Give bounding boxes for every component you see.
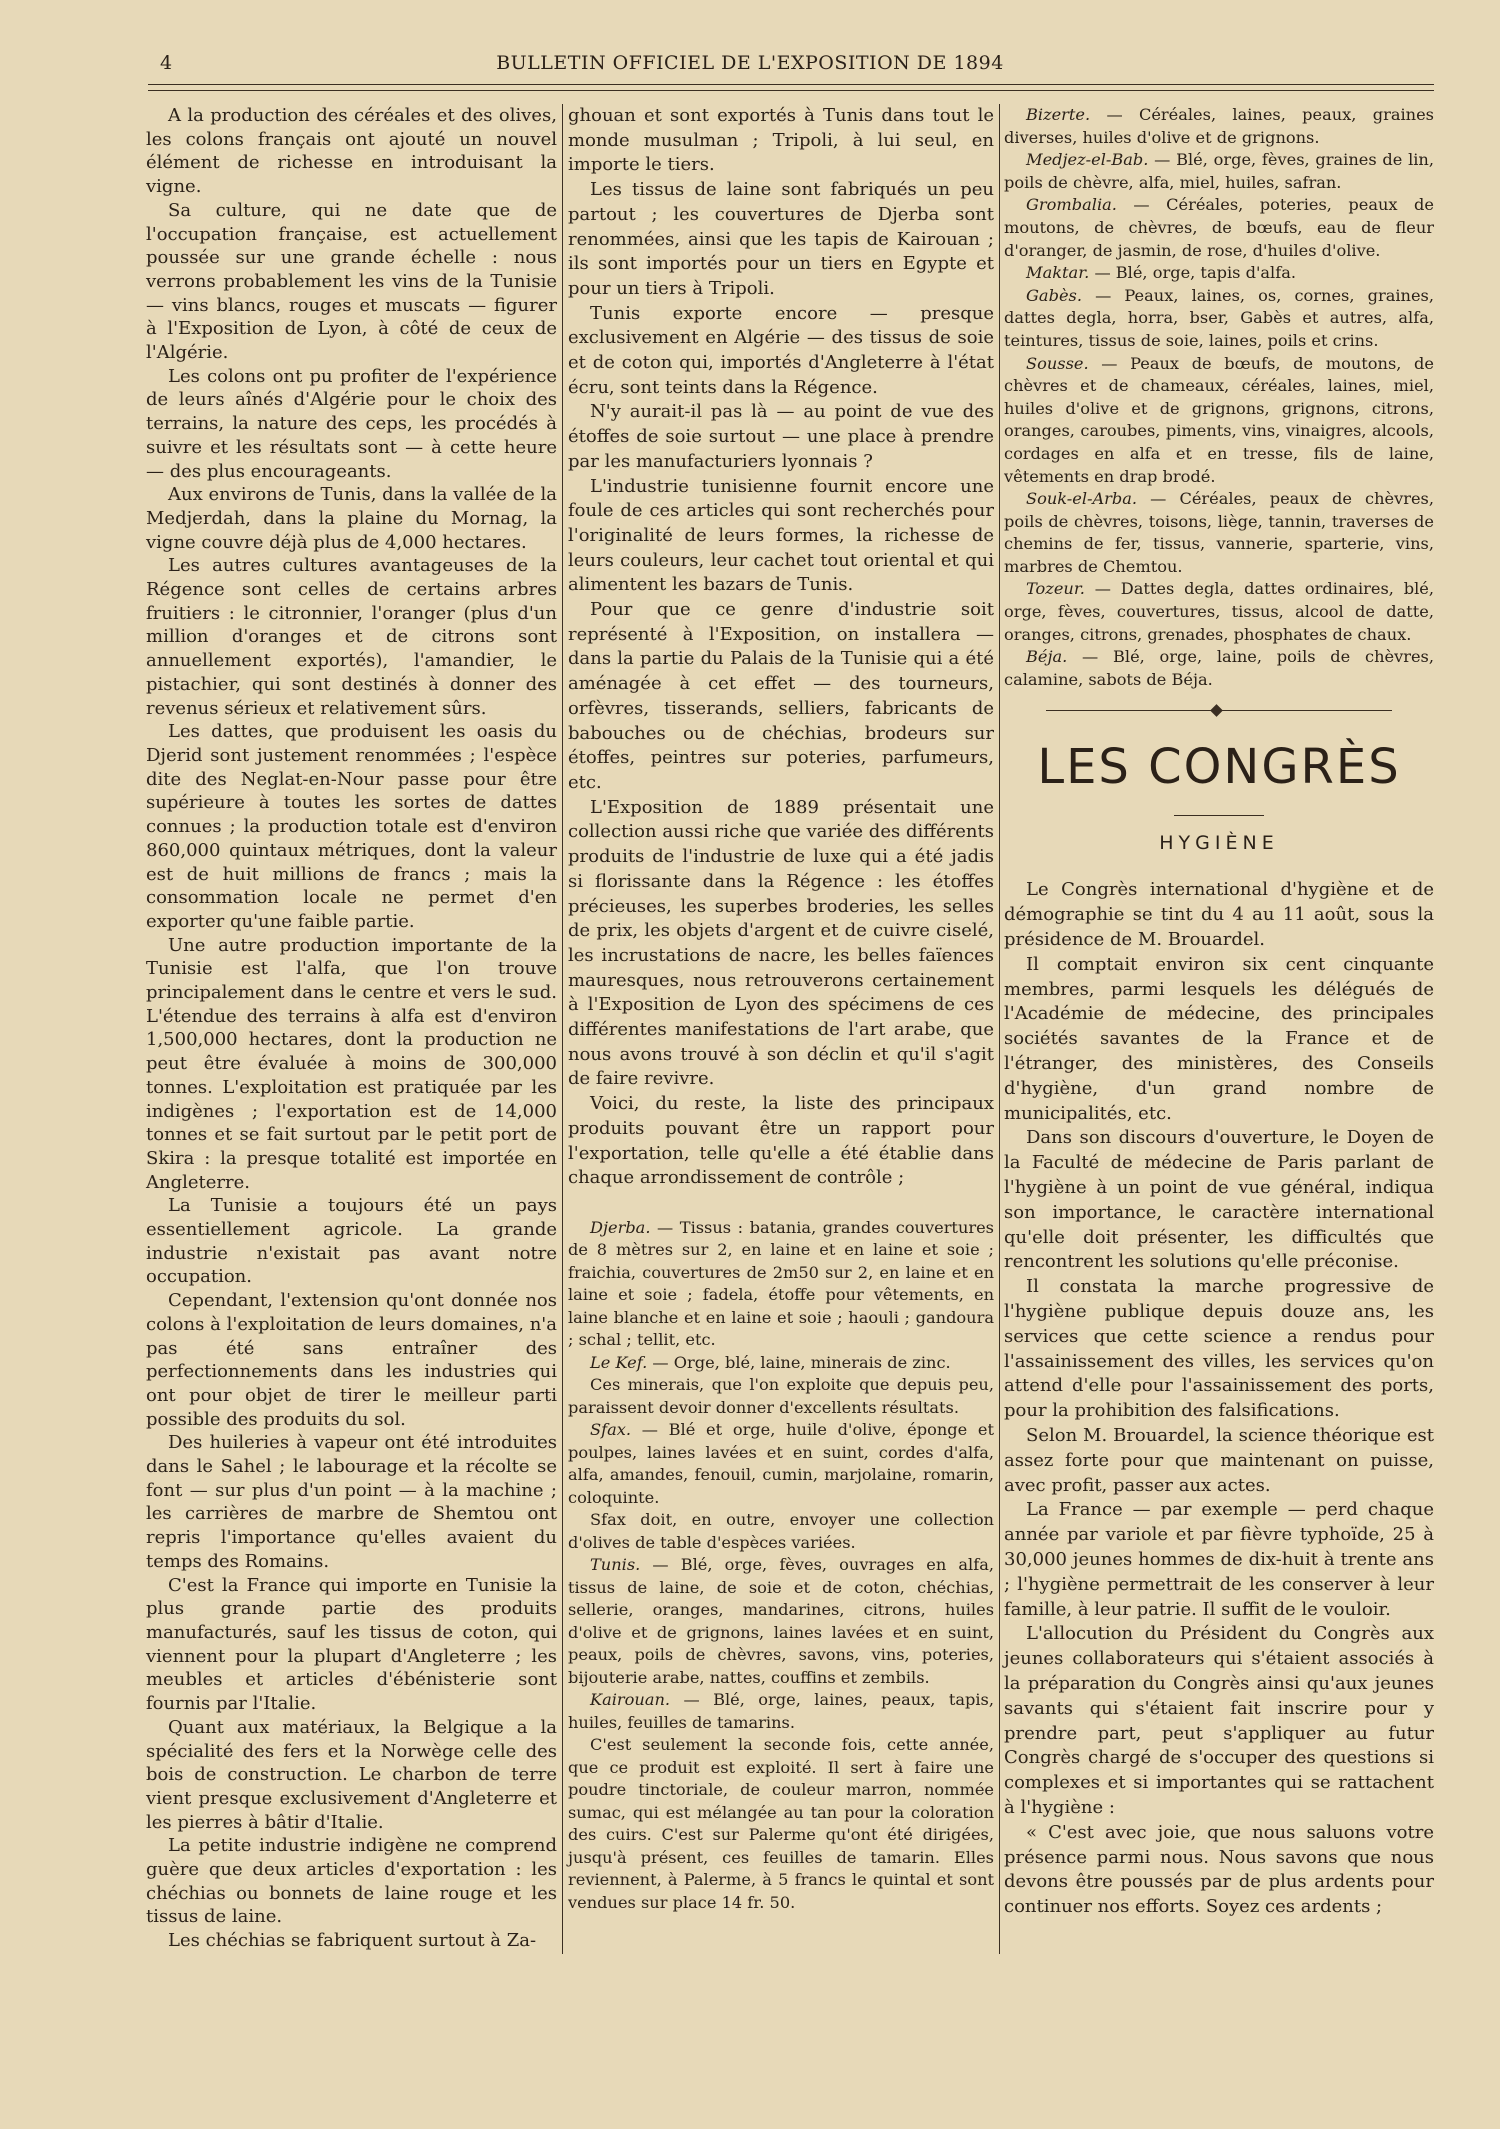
column-divider-2 [999, 104, 1000, 1954]
list-item [568, 1419, 994, 1509]
paragraph: Le Congrès international d'hygiène et de démographie se tint du 4 au 11 août, sous la présidence de M. Brouardel. [1004, 879, 1434, 951]
paragraph: Tunis exporte encore — presque exclusivement en Algérie — des tissus de soie et de coton qui, importés d'Angleterre à l'état écru, sont teints dans la Régence. [568, 302, 994, 398]
column-divider-1 [562, 104, 563, 1954]
paragraph: Il comptait environ six cent cinquante membres, parmi lesquels les délégués de l'Académie de médecine, des principales sociétés savantes de la France et de l'étranger, des ministères, des Conseils d'hygiène, d'un grand nombre de municipalités, etc. [1004, 953, 1434, 1124]
list-item-text: — Blé, orge, laine, poils de chèvres, calamine, sabots de Béja. [1004, 647, 1434, 689]
list-item [1004, 646, 1434, 691]
paragraph: L'industrie tunisienne fournit encore une foule de ces articles qui sont recherchés pour l'originalité de leurs formes, la richesse de leurs couleurs, leur cachet tout oriental et qui alimentent les bazars de Tunis. [568, 475, 994, 596]
list-item [1004, 578, 1434, 646]
place-name: Gabès. [1026, 285, 1082, 305]
place-name: Djerba. [590, 1217, 651, 1237]
paragraph: Aux environs de Tunis, dans la vallée de la Medjerdah, dans la plaine du Mornag, la vigne couvre déjà plus de 4,000 hectares. [146, 484, 557, 553]
list-item-text: — Tissus : batania, grandes couvertures de 8 mètres sur 2, en laine et en laine et soie ; fraichia, couvertures de 2m50 sur 2, en laine et en laine et soie ; fadela, étoffe pour vêtements, en laine blanche et en laine et soie ; haouli ; gandoura ; schal ; tellit, etc. [568, 1217, 994, 1350]
paragraph: Sa culture, qui ne date que de l'occupation française, est actuellement poussée sur une grande échelle : nous verrons probablement les vins de la Tunisie — vins blancs, rouges et muscats — figurer à l'Exposition de Lyon, à côté de ceux de l'Algérie. [146, 199, 557, 364]
paragraph: N'y aurait-il pas là — au point de vue des étoffes de soie surtout — une place à prendre par les manufacturiers lyonnais ? [568, 401, 994, 472]
place-name: Medjez-el-Bab. [1026, 150, 1149, 170]
list-item [568, 1352, 994, 1375]
paragraph: Voici, du reste, la liste des principaux produits pouvant être un rapport pour l'exportation, telle qu'elle a été établie dans chaque arrondissement de contrôle ; [568, 1093, 994, 1189]
list-item [1004, 285, 1434, 353]
list-item-text: C'est seulement la seconde fois, cette année, que ce produit est exploité. Il sert à faire une poudre tinctoriale, de couleur marron, nommée sumac, qui est mélangée au tan pour la coloration des cuirs. C'est sur Palerme qu'ont été dirigées, jusqu'à présent, ces feuilles de tamarin. Elles reviennent, à Palerme, à 5 francs le quintal et sont vendues sur place 14 fr. 50. [568, 1735, 994, 1912]
paragraph: Des huileries à vapeur ont été introduites dans le Sahel ; le labourage et la récolte se font — sur plus d'un point — à la machine ; les carrières de marbre de Shemtou ont repris l'importance qu'elles avaient du temps des Romains. [146, 1432, 557, 1572]
list-item [568, 1374, 994, 1419]
paragraph: Cependant, l'extension qu'ont donnée nos colons à l'exploitation de leurs domaines, n'a pas été sans entraîner des perfectionnements dans les industries qui ont pour objet de tirer le meilleur parti possible des produits du sol. [146, 1290, 557, 1430]
list-item [568, 1554, 994, 1689]
list-item [568, 1689, 994, 1734]
column-3 [1004, 104, 1434, 1920]
list-item-text: — Blé, orge, fèves, ouvrages en alfa, tissus de laine, de soie et de coton, chéchias, sellerie, oranges, mandarines, citrons, huiles d'olive et de grignons, laines lavées et en suint, peaux, poils de chèvres, savons, vins, poteries, bijouterie arabe, nattes, couffins et zembils. [568, 1555, 994, 1687]
column-1 [146, 104, 557, 1953]
list-item [568, 1734, 994, 1914]
paragraph: L'Exposition de 1889 présentait une collection aussi riche que variée des différents produits de l'industrie de luxe qui a été jadis si florissante dans la Régence : les étoffes précieuses, les superbes broderies, les selles de prix, les objets d'argent et de cuivre ciselé, les incrustations de nacre, les belles faïences mauresques, nous retrouverons certainement à l'Exposition de Lyon des spécimens de ces différentes manifestations de l'art arabe, que nous avons trouvé à son déclin et qu'il s'agit de faire revivre. [568, 796, 994, 1090]
paragraph: C'est la France qui importe en Tunisie la plus grande partie des produits manufacturés, sauf les tissus de coton, qui viennent pour la plupart d'Angleterre ; les meubles et articles d'ébénisterie sont fournis par l'Italie. [146, 1574, 557, 1715]
list-item [568, 1217, 994, 1352]
section-divider [1046, 705, 1392, 717]
list-item-text: — Orge, blé, laine, minerais de zinc. [647, 1352, 951, 1372]
list-item-text: — Peaux, laines, os, cornes, graines, dattes degla, horra, bser, Gabès et autres, alfa, teintures, tissus de soie, laines, poils et crins. [1004, 285, 1434, 350]
list-item-text: — Céréales, peaux de chèvres, poils de chèvres, toisons, liège, tannin, traverses de chemins de fer, tissus, vannerie, sparterie, vins, marbres de Chemtou. [1004, 489, 1434, 576]
list-item-text: — Dattes degla, dattes ordinaires, blé, orge, fèves, couvertures, tissus, alcool de datte, oranges, citrons, grenades, phosphates de chaux. [1004, 579, 1434, 644]
list-item-text: — Blé, orge, fèves, graines de lin, poils de chèvre, alfa, miel, huiles, safran. [1004, 150, 1434, 192]
place-name: Souk-el-Arba. [1026, 489, 1138, 509]
list-item-text: — Peaux de bœufs, de moutons, de chèvres et de chameaux, céréales, laines, miel, huiles d'olive et de grignons, grignons, citrons, oranges, caroubes, piments, vins, vinaigres, alcools, cordages en alfa et en tresse, fils de laine, vêtements en drap brodé. [1004, 353, 1434, 486]
list-item [1004, 104, 1434, 149]
paragraph: L'allocution du Président du Congrès aux jeunes collaborateurs qui s'étaient associés à la préparation du Congrès ainsi qu'aux jeunes savants qui s'étaient fait inscrire pour y prendre part, peut s'appliquer au futur Congrès chargé de s'occuper des questions si complexes et si importantes qui se rattachent à l'hygiène : [1004, 1623, 1434, 1818]
column-2 [568, 104, 994, 1914]
list-item [1004, 488, 1434, 578]
place-name: Kairouan. [590, 1690, 671, 1710]
paragraph: Les tissus de laine sont fabriqués un peu partout ; les couvertures de Djerba sont renommées, ainsi que les tapis de Kairouan ; ils sont importés pour un tiers en Egypte et pour un tiers à Tripoli. [568, 179, 994, 299]
paragraph: Quant aux matériaux, la Belgique a la spécialité des fers et la Norwège celle des bois de construction. Le charbon de terre vient presque exclusivement d'Angleterre et les pierres à bâtir d'Italie. [146, 1716, 557, 1833]
place-name: Sousse. [1026, 353, 1089, 373]
paragraph: La France — par exemple — perd chaque année par variole et par fièvre typhoïde, 25 à 30,000 jeunes hommes de dix-huit à trente ans ; l'hygiène permettrait de les conserver à leur famille, à leur patrie. Il suffit de le vouloir. [1004, 1499, 1434, 1620]
list-item-text: Ces minerais, que l'on exploite que depuis peu, paraissent devoir donner d'excellents résultats. [568, 1375, 994, 1417]
title-rule [1174, 815, 1264, 816]
paragraph: La petite industrie indigène ne comprend guère que deux articles d'exportation : les chéchias ou bonnets de laine rouge et les tissus de laine. [146, 1835, 557, 1928]
place-name: Tozeur. [1026, 579, 1085, 599]
paragraph: ghouan et sont exportés à Tunis dans tout le monde musulman ; Tripoli, à lui seul, en importe le tiers. [568, 105, 994, 176]
paragraph: Les colons ont pu profiter de l'expérience de leurs aînés d'Algérie pour le choix des terrains, la nature des ceps, les procédés à suivre et les résultats sont — à cette heure — des plus encourageants. [146, 365, 557, 482]
header-rule-2 [148, 90, 1434, 91]
place-name: Sfax. [590, 1420, 632, 1440]
paragraph: Les autres cultures avantageuses de la Régence sont celles de certains arbres fruitiers : le citronnier, l'oranger (plus d'un million d'oranges et de citrons sont annuellement exportés), l'amandier, le pistachier, qui sont destinés à donner des revenus sérieux et relativement sûrs. [146, 555, 557, 719]
paragraph: A la production des céréales et des olives, les colons français ont ajouté un nouvel élément de richesse en introduisant la vigne. [146, 105, 557, 198]
paragraph: Les dattes, que produisent les oasis du Djerid sont justement renommées ; l'espèce dite des Neglat-en-Nour passe pour être supérieure à toutes les sortes de dattes connues ; la production totale est d'environ 860,000 quintaux métriques, dont la valeur est de huit millions de francs ; mais la consommation locale ne permet d'en exporter qu'une faible partie. [146, 721, 557, 932]
list-item-text: — Céréales, laines, peaux, graines diverses, huiles d'olive et de grignons. [1004, 105, 1434, 147]
paragraph: Une autre production importante de la Tunisie est l'alfa, que l'on trouve principalement dans le centre et vers le sud. L'étendue des terrains à alfa est d'environ 1,500,000 hectares, dont la production ne peut être évaluée à moins de 300,000 tonnes. L'exploitation est pratiquée par les indigènes ; l'exportation est de 14,000 tonnes et se fait surtout par le petit port de Skira : la presque totalité est importée en Angleterre. [146, 934, 557, 1193]
place-name: Grombalia. [1026, 195, 1117, 215]
list-item [1004, 149, 1434, 194]
place-name: Maktar. [1026, 263, 1090, 283]
section-title: LES CONGRÈS [1037, 739, 1401, 796]
paragraph: Pour que ce genre d'industrie soit représenté à l'Exposition, on installera — dans la partie du Palais de la Tunisie qui a été aménagée à cet effet — des tourneurs, orfèvres, tisserands, selliers, fabricants de babouches ou de chéchias, brodeurs sur étoffes, peintres sur poteries, parfumeurs, etc. [568, 599, 994, 793]
paragraph: La Tunisie a toujours été un pays essentiellement agricole. La grande industrie n'existait pas avant notre occupation. [146, 1195, 557, 1288]
header-rule [148, 84, 1434, 85]
list-item-text: — Blé, orge, laines, peaux, tapis, huiles, feuilles de tamarins. [568, 1690, 994, 1732]
page-number: 4 [160, 52, 173, 74]
paragraph: Dans son discours d'ouverture, le Doyen de la Faculté de médecine de Paris parlant de l'hygiène à un point de vue général, indiqua son importance, le caractère international qu'elle doit présenter, les difficultés que rencontrent les solutions qu'elle préconise. [1004, 1127, 1434, 1273]
paragraph: Selon M. Brouardel, la science théorique est assez forte pour que maintenant on puisse, avec profit, passer aux actes. [1004, 1424, 1434, 1496]
list-item-text: Sfax doit, en outre, envoyer une collection d'olives de table d'espèces variées. [568, 1510, 994, 1552]
list-item-text: — Blé, orge, tapis d'alfa. [1089, 263, 1297, 283]
place-name: Bizerte. [1026, 105, 1091, 124]
running-head: BULLETIN OFFICIEL DE L'EXPOSITION DE 1894 [496, 52, 1004, 74]
paragraph: Il constata la marche progressive de l'hygiène publique depuis douze ans, les services que cette science a rendus pour l'assainissement des villes, les services qu'on attend d'elle pour l'assainissement des ports, pour la prohibition des falsifications. [1004, 1276, 1434, 1422]
diamond-ornament-icon [1210, 705, 1223, 718]
place-name: Tunis. [590, 1555, 641, 1575]
list-item-text: — Céréales, poteries, peaux de moutons, de chèvres, de bœufs, eau de fleur d'oranger, de jasmin, de rose, d'huiles d'olive. [1004, 195, 1434, 260]
place-name: Béja. [1026, 647, 1068, 667]
list-item [568, 1509, 994, 1554]
subsection-title: HYGIÈNE [1159, 832, 1279, 855]
list-item-text: — Blé et orge, huile d'olive, éponge et poulpes, laines lavées et en suint, cordes d'alfa, alfa, amandes, fenouil, cumin, marjolaine, romarin, coloquinte. [568, 1420, 994, 1507]
paragraph: « C'est avec joie, que nous saluons votre présence parmi nous. Nous savons que nous devons être poussés par de plus ardents pour continuer nos efforts. Soyez ces ardents ; [1004, 1821, 1434, 1918]
list-item [1004, 262, 1434, 285]
place-name: Le Kef. [590, 1352, 648, 1372]
paragraph: Les chéchias se fabriquent surtout à Za- [168, 1930, 537, 1952]
list-item [1004, 353, 1434, 489]
list-item [1004, 194, 1434, 262]
